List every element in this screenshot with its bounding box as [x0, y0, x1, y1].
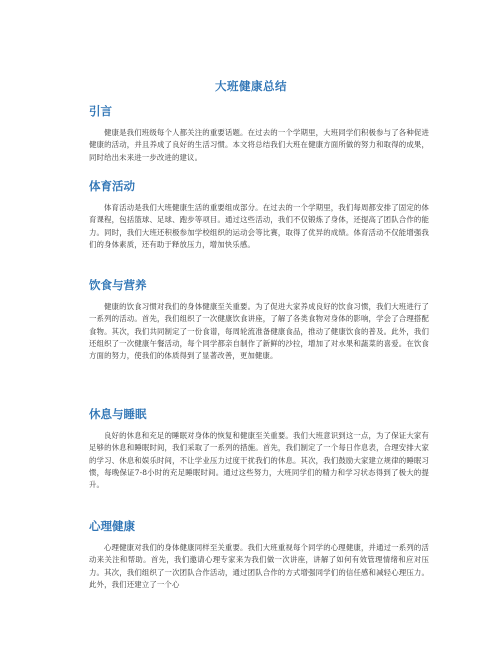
- section-paragraph: 体育活动是我们大班健康生活的重要组成部分。在过去的一个学期里，我们每周都安排了固定的体育课程，包括篮球、足球、跑步等项目。通过这些活动，我们不仅锻炼了身体，还提高了团队合作的能力。同时，我们大班还积极参加学校组织的运动会等比赛，取得了优异的成绩。体育活动不仅能增强我们的身体素质，还有助于释放压力，增加快乐感。: [89, 203, 429, 249]
- section-heading: 饮食与营养: [89, 278, 147, 292]
- section-diet-nutrition: [89, 278, 429, 362]
- section-rest-sleep: [89, 407, 429, 491]
- section-paragraph: 健康的饮食习惯对我们的身体健康至关重要。为了促进大家养成良好的饮食习惯，我们大班进行了一系列的活动。首先，我们组织了一次健康饮食讲座，了解了各类食物对身体的影响，学会了合理搭配食物。其次，我们共同制定了一份食谱，每周轮流准备健康食品，推动了健康饮食的普及。此外，我们还组织了一次健康午餐活动，每个同学都亲自制作了新鲜的沙拉，增加了对水果和蔬菜的喜爱。在饮食方面的努力，使我们的体质得到了显著改善，更加健康。: [89, 302, 429, 361]
- section-paragraph: 健康是我们班级每个人都关注的重要话题。在过去的一个学期里，大班同学们积极参与了各种促进健康的活动，并且养成了良好的生活习惯。本文将总结我们大班在健康方面所做的努力和取得的成果，同时给出未来进一步改进的建议。: [89, 128, 429, 162]
- document-title: 大班健康总结: [215, 79, 287, 93]
- section-heading: 心理健康: [89, 519, 135, 533]
- section-heading: 引言: [89, 104, 112, 118]
- section-mental-health: [89, 519, 429, 591]
- section-paragraph: 良好的休息和充足的睡眠对身体的恢复和健康至关重要。我们大班意识到这一点，为了保证大家有足够的休息和睡眠时间，我们采取了一系列的措施。首先，我们制定了一个每日作息表，合理安排大家的学习、休息和娱乐时间，不让学业压力过度干扰我们的休息。其次，我们鼓励大家建立规律的睡眠习惯，每晚保证7-8小时的充足睡眠时间。通过这些努力，大班同学们的精力和学习状态得到了极大的提升。: [89, 431, 429, 490]
- section-heading: 休息与睡眠: [89, 407, 147, 421]
- section-sports: [89, 179, 429, 251]
- section-introduction: [89, 104, 429, 164]
- section-heading: 体育活动: [89, 179, 135, 193]
- section-paragraph: 心理健康对我们的身体健康同样至关重要。我们大班重视每个同学的心理健康，并通过一系列的活动来关注和帮助。首先，我们邀请心理专家来为我们做一次讲座，讲解了如何有效管理情绪和应对压力。其次，我们组织了一次团队合作活动，通过团队合作的方式增强同学们的信任感和减轻心理压力。此外，我们还建立了一个心: [89, 543, 429, 589]
